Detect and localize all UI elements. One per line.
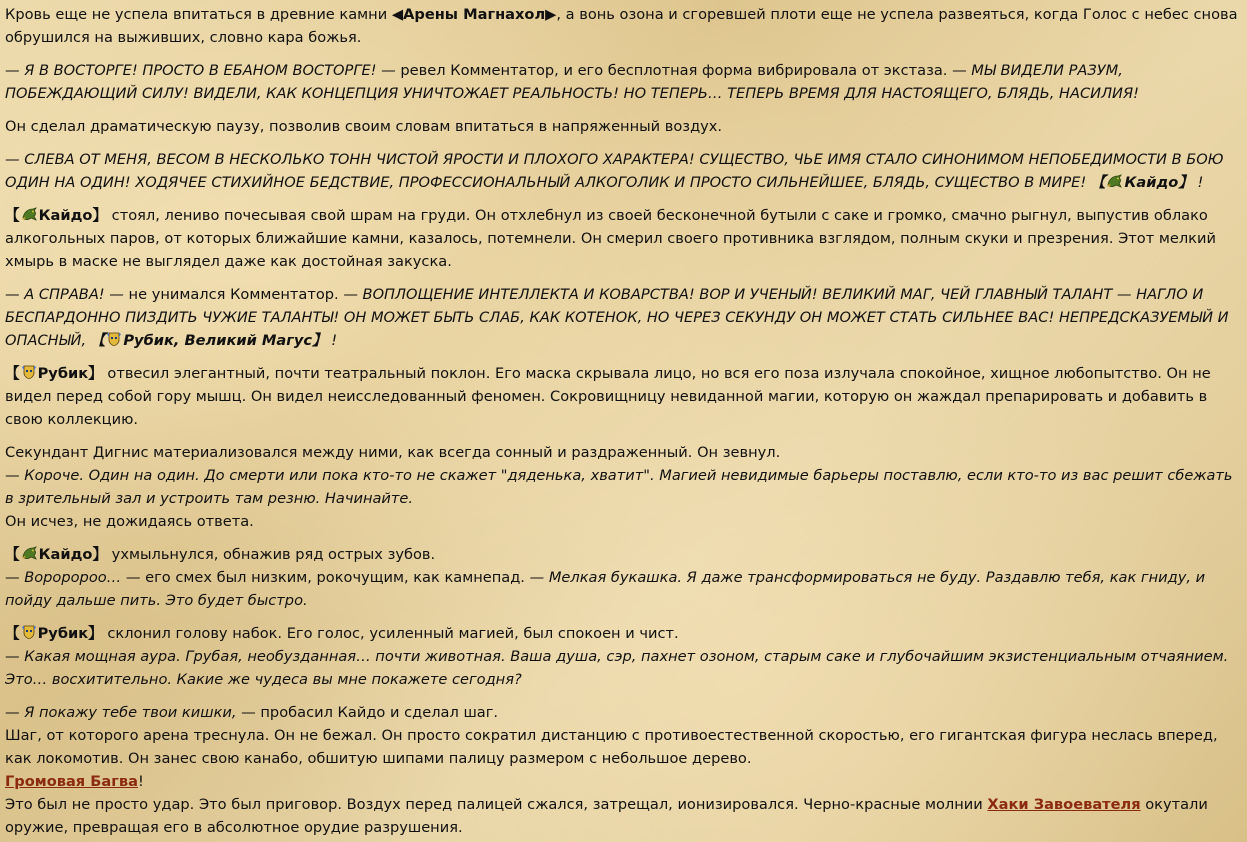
paragraph-9: [5, 543, 1241, 612]
kaido-tag: 【 Кайдо】: [1090, 174, 1193, 191]
kaido-speech: — Мелкая букашка. Я даже трансформироваться не буду. Раздавлю тебя, как гниду, и пойду дальше пить. Это будет быстро.: [5, 569, 1206, 609]
text: !: [1192, 174, 1204, 191]
link-haki-zavoevatelya[interactable]: Хаки Завоевателя: [987, 796, 1141, 813]
text: ревел Комментатор, и его бесплотная форма вибрировала от экстаза.: [395, 62, 953, 79]
paragraph-10: [5, 622, 1241, 691]
paragraph-3: [5, 115, 1241, 138]
text: !: [326, 332, 338, 349]
arena-name: ◀Арены Магнахол▶: [391, 6, 557, 23]
text: , а вонь озона и сгоревшей плоти еще не успела развеяться, когда Голос с небес снова обрушился на выживших, словно кара божья.: [5, 6, 1238, 46]
kaido-speech: — Вороророо… —: [5, 569, 141, 586]
text: Шаг, от которого арена треснула. Он не бежал. Он просто сократил дистанцию с противоестественной скоростью, его гигантская фигура неслась вперед, как локомотив. Он занес свою канабо, обшитую шипами палицу размером с небольшое дерево.: [5, 727, 1218, 767]
kaido-tag: 【 Кайдо】: [5, 207, 108, 224]
commentator-speech: — Я В ВОСТОРГЕ! ПРОСТО В ЕБАНОМ ВОСТОРГЕ! —: [5, 62, 396, 79]
paragraph-8: [5, 441, 1241, 533]
paragraph-1: [5, 3, 1241, 49]
mask-icon: [21, 624, 37, 640]
text: его смех был низким, рокочущим, как камнепад.: [140, 569, 530, 586]
paragraph-2: [5, 59, 1241, 105]
text: не унимался Комментатор.: [123, 286, 344, 303]
text: Секундант Дигнис материализовался между ними, как всегда сонный и раздраженный. Он зевнул.: [5, 444, 781, 461]
commentator-speech: — А СПРАВА! —: [5, 286, 124, 303]
text: Он сделал драматическую паузу, позволив своим словам впитаться в напряженный воздух.: [5, 118, 723, 135]
mask-icon: [21, 364, 37, 380]
kaido-tag: 【 Кайдо】: [5, 546, 108, 563]
text: ухмыльнулся, обнажив ряд острых зубов.: [107, 546, 436, 563]
text: Это был не просто удар. Это был приговор. Воздух перед палицей сжался, затрещал, ионизировался. Черно-красные молнии: [5, 796, 988, 813]
mask-icon: [106, 331, 122, 347]
dragon-icon: [1106, 173, 1123, 189]
dragon-icon: [21, 545, 38, 561]
commentator-speech: — СЛЕВА ОТ МЕНЯ, ВЕСОМ В НЕСКОЛЬКО ТОНН ЧИСТОЙ ЯРОСТИ И ПЛОХОГО ХАРАКТЕРА! СУЩЕСТВО, ЧЬЕ ИМЯ СТАЛО СИНОНИМОМ НЕПОБЕДИМОСТИ В БОЮ ОДИН НА ОДИН! ХОДЯЧЕЕ СТИХИЙНОЕ БЕДСТВИЕ, ПРОФЕССИОНАЛЬНЫЙ АЛКОГОЛИК И ПРОСТО СИЛЬНЕЙШЕЕ, БЛЯДЬ, СУЩЕСТВО В МИРЕ!: [5, 151, 1224, 191]
text: Кровь еще не успела впитаться в древние камни: [5, 6, 392, 23]
commentator-speech: — ВОПЛОЩЕНИЕ ИНТЕЛЛЕКТА И КОВАРСТВА! ВОР И УЧЕНЫЙ! ВЕЛИКИЙ МАГ, ЧЕЙ ГЛАВНЫЙ ТАЛАНТ — НАГЛО И БЕСПАРДОННО ПИЗДИТЬ ЧУЖИЕ ТАЛАНТЫ! ОН МОЖЕТ БЫТЬ СЛАБ, КАК КОТЕНОК, НО ЧЕРЕЗ СЕКУНДУ ОН МОЖЕТ СТАТЬ СИЛЬНЕЕ ВАС! НЕПРЕДСКАЗУЕМЫЙ И ОПАСНЫЙ,: [5, 286, 1229, 349]
text: стоял, лениво почесывая свой шрам на груди. Он отхлебнул из своей бесконечной бутыли с саке и громко, смачно рыгнул, выпустив облако алкогольных паров, от которых ближайшие камни, казалось, потемнели. Он смерил своего противника взглядом, полным скуки и презрения. Этот мелкий хмырь в маске не выглядел даже как достойная закуска.: [5, 207, 1216, 270]
paragraph-4: [5, 148, 1241, 194]
dragon-icon: [21, 206, 38, 222]
text: склонил голову набок. Его голос, усиленный магией, был спокоен и чист.: [102, 625, 679, 642]
commentator-speech: — МЫ ВИДЕЛИ РАЗУМ, ПОБЕЖДАЮЩИЙ СИЛУ! ВИДЕЛИ, КАК КОНЦЕПЦИЯ УНИЧТОЖАЕТ РЕАЛЬНОСТЬ! НО ТЕПЕРЬ… ТЕПЕРЬ ВРЕМЯ ДЛЯ НАСТОЯЩЕГО, БЛЯДЬ, НАСИЛИЯ!: [5, 62, 1139, 102]
rubick-tag: 【 Рубик, Великий Магус】: [90, 332, 327, 349]
rubick-tag: 【 Рубик】: [5, 365, 103, 382]
link-gromovaya-bagva[interactable]: Громовая Багва: [5, 773, 138, 790]
kaido-speech: — Я покажу тебе твои кишки, —: [5, 704, 256, 721]
text: отвесил элегантный, почти театральный поклон. Его маска скрывала лицо, но вся его поза излучала спокойное, хищное любопытство. Он не видел перед собой гору мышц. Он видел неисследованный феномен. Сокровищницу невиданной магии, которую он жаждал препарировать и добавить в свою коллекцию.: [5, 365, 1211, 428]
text: !: [137, 773, 144, 790]
text: окутали оружие, превращая его в абсолютное орудие разрушения.: [5, 796, 1208, 836]
paragraph-11: [5, 701, 1241, 839]
text: пробасил Кайдо и сделал шаг.: [255, 704, 499, 721]
text: Он исчез, не дожидаясь ответа.: [5, 513, 254, 530]
paragraph-5: [5, 204, 1241, 273]
rubick-speech: — Какая мощная аура. Грубая, необузданная… почти животная. Ваша душа, сэр, пахнет озоном, старым саке и глубочайшим экзистенциальным отчаянием. Это… восхитительно. Какие же чудеса вы мне покажете сегодня?: [5, 648, 1229, 688]
paragraph-7: [5, 362, 1241, 431]
dignis-speech: — Короче. Один на один. До смерти или пока кто-то не скажет "дяденька, хватит". Магией невидимые барьеры поставлю, если кто-то из вас решит сбежать в зрительный зал и устроить там резню. Начинайте.: [5, 467, 1233, 507]
paragraph-6: [5, 283, 1241, 352]
rubick-tag: 【 Рубик】: [5, 625, 103, 642]
